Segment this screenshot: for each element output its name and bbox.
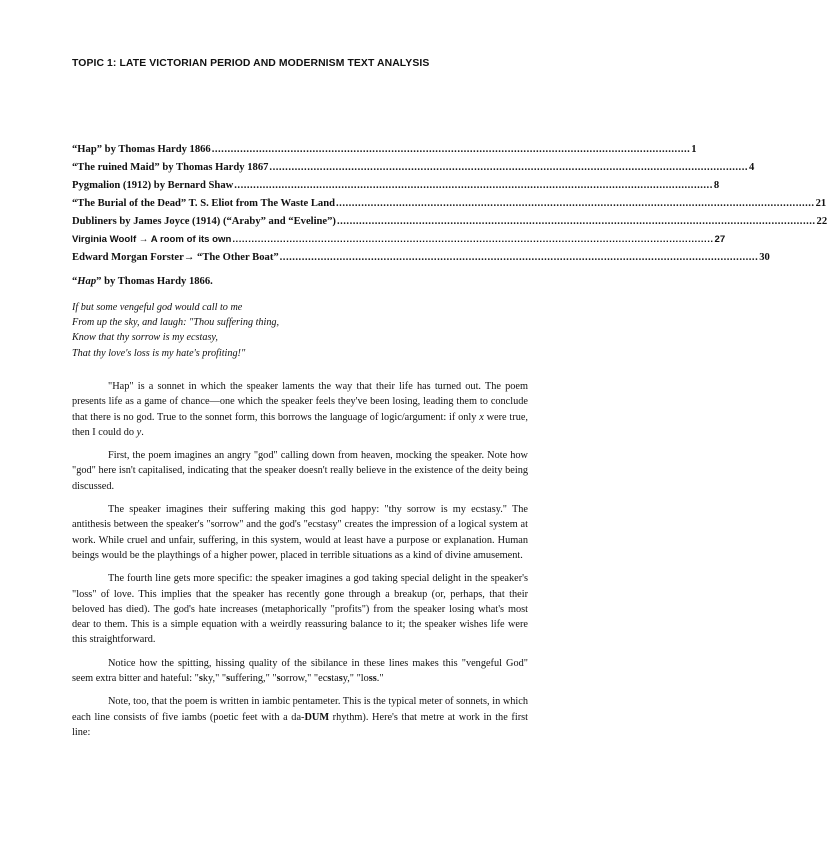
paragraph-text: ky," " [202, 673, 227, 685]
toc-entry-page: 1 [691, 144, 697, 155]
variable-x: x [479, 411, 484, 423]
toc-entry-page: 30 [759, 252, 770, 263]
toc-entry-title: Pygmalion (1912) by Bernard Shaw [72, 180, 234, 191]
paragraph-text: . [141, 426, 144, 438]
paragraph-text: Notice how the spitting, hissing quality of the sibilance in these lines makes this "vengeful God" seem extra bitter and hateful: " [72, 657, 528, 685]
paragraph-text: orrow," "ec [280, 673, 328, 685]
paragraph: The fourth line gets more specific: the speaker imagines a god taking special delight in the speaker's "loss" of love. This implies that the speaker has recently gone through a breakup (or, perhaps, that their beloved has died). The god's hate increases (metaphorically "profits") from the speaker losing what's most dear to them. This is a simple equation with a weirdly reassuring balance to it; the speaker wishes life were this straightforward. [72, 573, 528, 646]
poem-line: If but some vengeful god would call to me [72, 302, 243, 313]
toc-entry-title: Virginia Woolf → A room of its own [72, 234, 232, 245]
sibilance-emphasis: ss [368, 673, 377, 685]
paragraph-text: rhythm). Here's that metre at work in the first line: [72, 711, 528, 738]
toc-entry[interactable] [72, 234, 726, 252]
sibilance-emphasis: s [327, 673, 332, 685]
section-heading-rest: by Thomas Hardy 1866. [101, 276, 213, 287]
sibilance-emphasis: s [276, 673, 281, 685]
paragraph: The speaker imagines their suffering making this god happy: "thy sorrow is my ecstasy." The antithesis between the speaker's "sorrow" and the god's "ecstasy" creates the impression of a logical system at work. While cruel and unfair, suffering, in this system, would at least have a purpose or explanation. Human beings would be the playthings of a higher power, placed in terrible situations as a kind of divine amusement. [72, 504, 528, 561]
toc-entry-title: “The ruined Maid” by Thomas Hardy 1867 [72, 162, 269, 173]
section-heading: “Hap” by Thomas Hardy 1866. [72, 276, 213, 287]
poem-line: From up the sky, and laugh: "Thou suffering thing, [72, 317, 280, 329]
paragraph-text: y," "lo [342, 673, 369, 685]
toc-entry-title: “Hap” by Thomas Hardy 1866 [72, 144, 211, 155]
toc-entry-page: 22 [816, 216, 827, 227]
toc-leader-dots: ........................................................................................................................................................ [232, 234, 714, 245]
sibilance-emphasis: s [226, 673, 231, 685]
toc-entry-title: Dubliners by James Joyce (1914) (“Araby” and “Eveline”) [72, 216, 336, 227]
toc-entry-title: “The Burial of the Dead” T. S. Eliot from The Waste Land [72, 198, 336, 209]
paragraph-text: uffering," " [230, 673, 277, 685]
paragraph-text: were true, then I could do [72, 411, 528, 438]
poem-excerpt [72, 300, 279, 361]
paragraph-text: "Hap" is a sonnet in which the speaker laments the way that their life has turned out. The poem presents life as a game of chance—one which the speaker feels they've been losing, leading them to conclude that there is no god. True to the sonnet form, this borrows the language of logic/argument: if only [72, 381, 528, 423]
toc-entry-page: 8 [713, 180, 720, 191]
paragraph: First, the poem imagines an angry "god" calling down from heaven, mocking the speaker. Note how "god" here isn't capitalised, indicating that the speaker doesn't really believe in the existence of the deity being discussed. [72, 450, 528, 492]
toc-entry[interactable] [72, 180, 720, 198]
paragraph [72, 694, 528, 740]
toc-entry-page: 27 [714, 234, 726, 245]
paragraph-text: ." [376, 673, 384, 685]
toc-leader-dots: ........................................................................................................................................................ [234, 180, 713, 191]
stress-emphasis: DUM [304, 711, 330, 723]
table-of-contents [72, 144, 827, 270]
toc-leader-dots: ........................................................................................................................................................ [336, 198, 815, 209]
paragraph-text: Note, too, that the poem is written in iambic pentameter. This is the typical meter of sonnets, in which each line consists of five iambs (poetic feet with a da- [72, 696, 528, 723]
sibilance-emphasis: s [198, 673, 203, 685]
toc-entry[interactable] [72, 198, 827, 216]
toc-entry-page: 4 [748, 162, 755, 173]
variable-y: y [136, 426, 142, 438]
toc-leader-dots: ........................................................................................................................................................ [269, 162, 748, 173]
paragraph-text: ta [331, 673, 339, 685]
sibilance-emphasis: s [338, 673, 343, 685]
toc-leader-dots: ........................................................................................................................................................ [336, 216, 816, 227]
poem-line: That thy love's loss is my hate's profiting!" [72, 347, 246, 359]
toc-entry[interactable] [72, 162, 755, 180]
toc-entry-title: Edward Morgan Forster→ “The Other Boat” [72, 252, 279, 263]
toc-leader-dots: ........................................................................................................................................................ [211, 144, 691, 155]
toc-leader-dots: ........................................................................................................................................................ [279, 252, 759, 263]
toc-entry[interactable] [72, 144, 697, 162]
analysis-body [72, 379, 528, 748]
toc-entry[interactable] [72, 216, 827, 234]
paragraph [72, 379, 528, 440]
topic-heading: TOPIC 1: LATE VICTORIAN PERIOD AND MODERNISM TEXT ANALYSIS [72, 58, 430, 69]
toc-entry-page: 21 [815, 198, 827, 209]
poem-line: Know that thy sorrow is my ecstasy, [72, 332, 218, 344]
section-heading-title: Hap [77, 276, 97, 287]
toc-entry[interactable] [72, 252, 770, 270]
paragraph [72, 656, 528, 687]
